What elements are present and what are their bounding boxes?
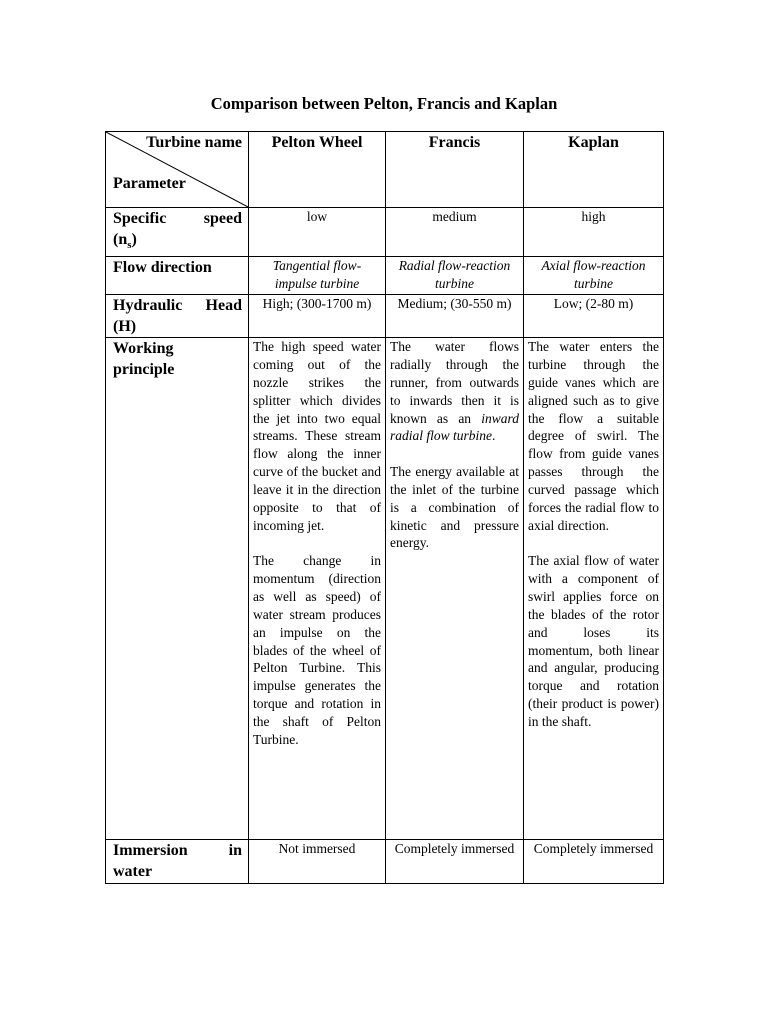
francis-flow-direction: Radial flow-reaction turbine <box>386 257 524 295</box>
diagonal-header-cell <box>106 132 249 208</box>
corner-label-parameter: Parameter <box>113 175 186 192</box>
francis-immersion: Completely immersed <box>386 840 524 884</box>
pelton-principle-paragraph-1: The high speed water coming out of the nozzle strikes the splitter which divides the jet into two equal streams. These stream flow along the inner curve of the bucket and leave it in the direction opposite to that of incoming jet. <box>253 339 381 533</box>
immersion-label: Immersion in water <box>113 842 242 881</box>
row-label-working-principle <box>106 338 249 840</box>
row-label-flow-direction: Flow direction <box>106 257 249 295</box>
pelton-working-principle <box>249 338 386 840</box>
header-row <box>106 132 664 208</box>
specific-speed-label: Specific speed <box>113 210 242 227</box>
pelton-flow-direction: Tangential flow-impulse turbine <box>249 257 386 295</box>
francis-p1-italic: inward radial flow turbine <box>390 410 519 444</box>
kaplan-immersion: Completely immersed <box>524 840 664 884</box>
francis-principle-paragraph-1 <box>390 338 519 445</box>
pelton-specific-speed: low <box>249 208 386 257</box>
specific-speed-subscript: s <box>127 239 132 252</box>
row-label-immersion <box>106 840 249 884</box>
row-immersion <box>106 840 664 884</box>
column-header-kaplan: Kaplan <box>524 132 664 208</box>
francis-hydraulic-head: Medium; (30-550 m) <box>386 295 524 338</box>
row-flow-direction <box>106 257 664 295</box>
francis-p1-end: . <box>492 428 496 444</box>
row-specific-speed <box>106 208 664 257</box>
francis-working-principle <box>386 338 524 840</box>
kaplan-flow-direction: Axial flow-reaction turbine <box>524 257 664 295</box>
francis-p1-text: The water flows radially through the runner, from outwards to inwards then it is known as an <box>390 339 519 426</box>
pelton-hydraulic-head: High; (300-1700 m) <box>249 295 386 338</box>
column-header-pelton: Pelton Wheel <box>249 132 386 208</box>
specific-speed-symbol <box>113 229 242 256</box>
specific-speed-symbol-close: ) <box>131 231 137 248</box>
francis-principle-paragraph-2: The energy available at the inlet of the turbine is a combination of kinetic and pressure energy. <box>390 464 519 551</box>
corner-label-turbine-name: Turbine name <box>146 134 242 151</box>
row-label-hydraulic-head <box>106 295 249 338</box>
working-principle-label: Working principle <box>113 340 175 379</box>
francis-specific-speed: medium <box>386 208 524 257</box>
specific-speed-symbol-open: (n <box>113 231 128 248</box>
document-title: Comparison between Pelton, Francis and Kaplan <box>210 94 558 113</box>
row-label-specific-speed <box>106 208 249 257</box>
kaplan-specific-speed: high <box>524 208 664 257</box>
column-header-francis: Francis <box>386 132 524 208</box>
pelton-immersion: Not immersed <box>249 840 386 884</box>
kaplan-principle-paragraph-2: The axial flow of water with a component of swirl applies force on the blades of the rotor and loses its momentum, both linear and angular, producing torque and rotation (their product is power) in the shaft. <box>528 553 659 729</box>
kaplan-working-principle <box>524 338 664 840</box>
comparison-table <box>105 131 664 884</box>
pelton-principle-paragraph-2: The change in momentum (direction as well as speed) of water stream produces an impulse on the blades of the wheel of Pelton Turbine. This impulse generates the torque and rotation in the shaft of Pelton Turbine. <box>253 553 381 747</box>
kaplan-hydraulic-head: Low; (2-80 m) <box>524 295 664 338</box>
row-hydraulic-head <box>106 295 664 338</box>
kaplan-principle-paragraph-1: The water enters the turbine through the guide vanes which are aligned such as to give the flow a suitable degree of swirl. The flow from guide vanes passes through the curved passage which forces the radial flow to axial direction. <box>528 339 659 533</box>
hydraulic-head-label: Hydraulic Head (H) <box>113 297 242 336</box>
row-working-principle <box>106 338 664 840</box>
